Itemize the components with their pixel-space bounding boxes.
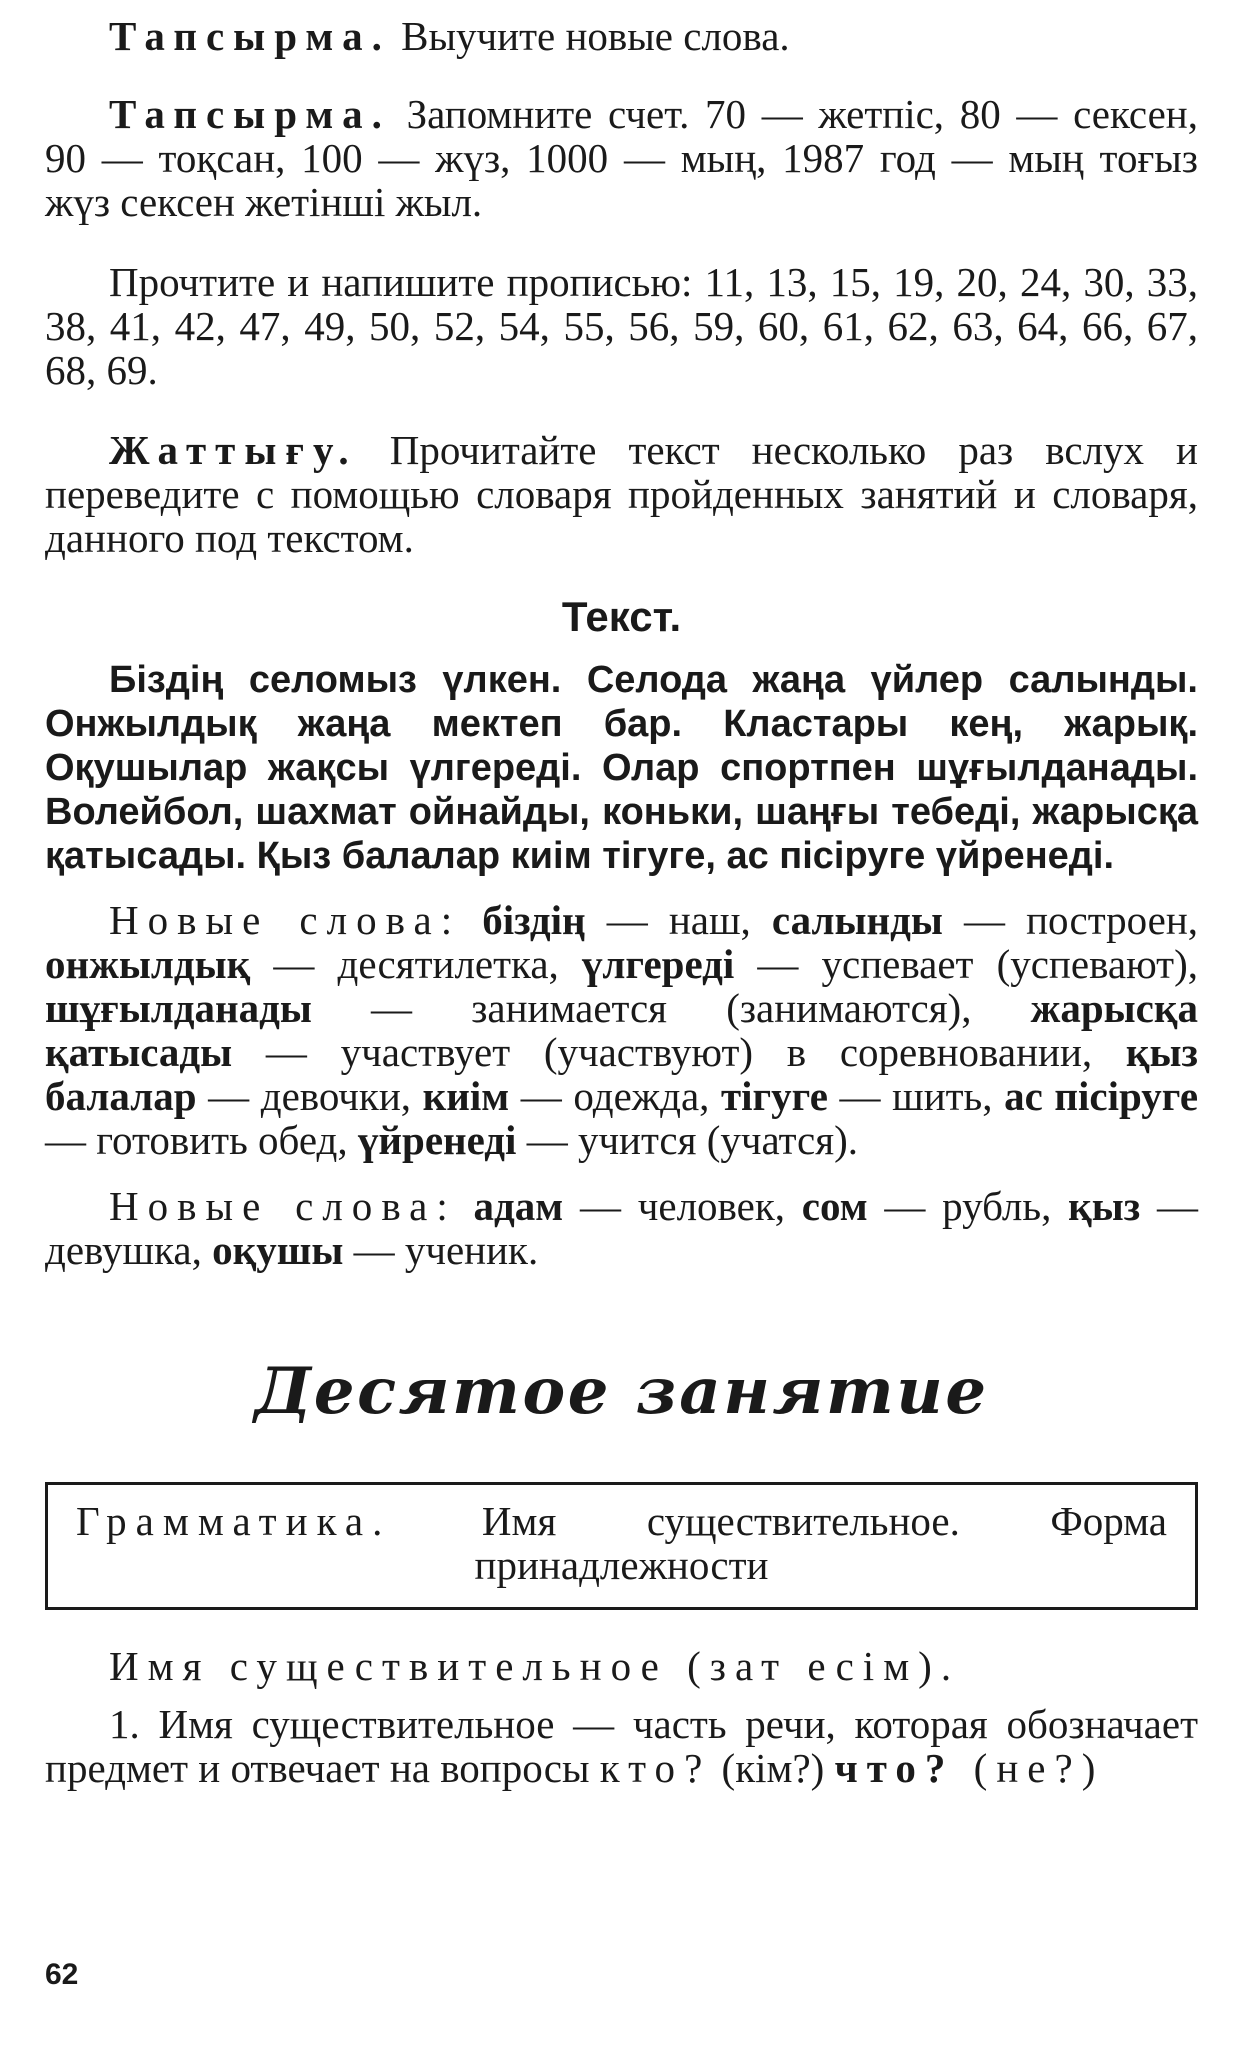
glossary-term: адам bbox=[473, 1183, 564, 1229]
grammar-topic-b: принадлежности bbox=[474, 1542, 769, 1588]
page-number: 62 bbox=[45, 1958, 79, 1991]
exercise-label: Жаттығу. bbox=[109, 427, 358, 473]
glossary-translation: готовить обед bbox=[96, 1117, 338, 1163]
exercise-paragraph bbox=[45, 428, 1198, 560]
noun-heading-b: (зат есім). bbox=[687, 1643, 961, 1689]
question-what: что? bbox=[834, 1745, 955, 1791]
lesson-title: Десятое занятие bbox=[254, 1354, 989, 1429]
question-what-kz: (не?) bbox=[954, 1745, 1105, 1791]
question-who-kz: (кім?) bbox=[711, 1745, 835, 1791]
task-2-paragraph bbox=[45, 92, 1198, 224]
glossary-term: оқушы bbox=[212, 1227, 344, 1273]
grammar-box bbox=[45, 1482, 1198, 1610]
task-1-text: Выучите новые слова. bbox=[390, 13, 790, 59]
text-heading: Текст. bbox=[561, 593, 682, 640]
task-2-label: Тапсырма. bbox=[109, 91, 391, 137]
glossary-translation: построен bbox=[1026, 897, 1188, 943]
task-1-label: Тапсырма. bbox=[109, 13, 391, 59]
glossary-translation: успевает (успевают) bbox=[821, 941, 1188, 987]
question-who: кто? bbox=[599, 1745, 712, 1791]
glossary-term: қыз балалар bbox=[45, 1029, 1199, 1119]
glossary-translation: наш bbox=[668, 897, 741, 943]
glossary-translation: девочки bbox=[260, 1073, 401, 1119]
glossary-translation: учится (учатся) bbox=[577, 1117, 848, 1163]
exercise-text: Прочитайте текст несколько раз вслух и переведите с помощью словаря пройденных занятий и словаря, данного под текстом. bbox=[45, 427, 1198, 561]
noun-p1-text: 1. Имя существительное — часть речи, которая обозначает предмет и отвечает на вопросы bbox=[45, 1701, 1198, 1791]
glossary-translation: ученик bbox=[404, 1227, 528, 1273]
grammar-topic-a: Имя существительное. Форма bbox=[391, 1498, 1167, 1544]
glossary-term: үлгереді bbox=[581, 941, 735, 987]
glossary-translation: шить bbox=[892, 1073, 983, 1119]
new-words-1-label: Новые слова: bbox=[109, 897, 462, 943]
glossary-translation: рубль bbox=[942, 1183, 1042, 1229]
glossary-translation: девушка bbox=[45, 1227, 192, 1273]
task-2-text: Запомните счет. 70 — жетпіс, 80 — сексен, 90 — тоқсан, 100 — жүз, 1000 — мың, 1987 год — мың тоғыз жүз сексен жетінші жыл. bbox=[45, 91, 1198, 225]
glossary-translation: одежда bbox=[573, 1073, 700, 1119]
glossary-term: салынды bbox=[771, 897, 943, 943]
grammar-box-line-1 bbox=[76, 1499, 1167, 1543]
glossary-translation: человек bbox=[637, 1183, 775, 1229]
task-1-paragraph bbox=[45, 14, 1198, 58]
new-words-2-paragraph bbox=[45, 1184, 1198, 1272]
kazakh-text-body: Біздің селомыз үлкен. Селода жаңа үйлер салынды. Онжылдық жаңа мектеп бар. Кластары кең, жарық. Оқушылар жақсы үлгереді. Олар спортпен шұғылданады. Волейбол, шахмат ойнайды, коньки, шаңғы тебеді, жарысқа қатысады. Қыз балалар киім тігуге, ас пісіруге үйренеді. bbox=[45, 659, 1198, 877]
glossary-translation: участвует (участвуют) в соревновании bbox=[340, 1029, 1082, 1075]
new-words-1-list: біздің — наш, салынды — построен, онжылдық — десятилетка, үлгереді — успевает (успевают), шұғылданады — занимается (занимаются), жарысқа қатысады — участвует (участвуют) в соревновании, қыз балалар — девочки, киім — одежда, тігуге — шить, ас пісіруге — готовить обед, үйренеді — учится (учатся). bbox=[45, 897, 1199, 1163]
glossary-term: тігуге bbox=[721, 1073, 828, 1119]
glossary-term: үйренеді bbox=[357, 1117, 517, 1163]
new-words-1-paragraph bbox=[45, 898, 1198, 1162]
glossary-term: қыз bbox=[1068, 1183, 1141, 1229]
noun-heading-a: Имя существительное bbox=[109, 1643, 688, 1689]
new-words-2-list: адам — человек, сом — рубль, қыз — девушка, оқушы — ученик. bbox=[45, 1183, 1198, 1273]
noun-paragraph-1 bbox=[45, 1702, 1198, 1790]
glossary-translation: десятилетка bbox=[337, 941, 549, 987]
grammar-label: Грамматика. bbox=[76, 1498, 392, 1544]
glossary-term: сом bbox=[801, 1183, 868, 1229]
glossary-translation: занимается (занимаются) bbox=[471, 985, 962, 1031]
glossary-term: киім bbox=[422, 1073, 510, 1119]
glossary-term: онжылдық bbox=[45, 941, 251, 987]
noun-heading bbox=[45, 1644, 1198, 1688]
read-numbers-paragraph: Прочтите и напишите прописью: 11, 13, 15, 19, 20, 24, 30, 33, 38, 41, 42, 47, 49, 50, 52, 54, 55, 56, 59, 60, 61, 62, 63, 64, 66, 67, 68, 69. bbox=[45, 259, 1198, 393]
glossary-term: шұғылданады bbox=[45, 985, 312, 1031]
new-words-2-label: Новые слова: bbox=[109, 1183, 457, 1229]
glossary-term: ас пісіруге bbox=[1004, 1073, 1199, 1119]
glossary-term: біздің bbox=[482, 897, 586, 943]
glossary-term: жарысқа қатысады bbox=[45, 985, 1199, 1075]
